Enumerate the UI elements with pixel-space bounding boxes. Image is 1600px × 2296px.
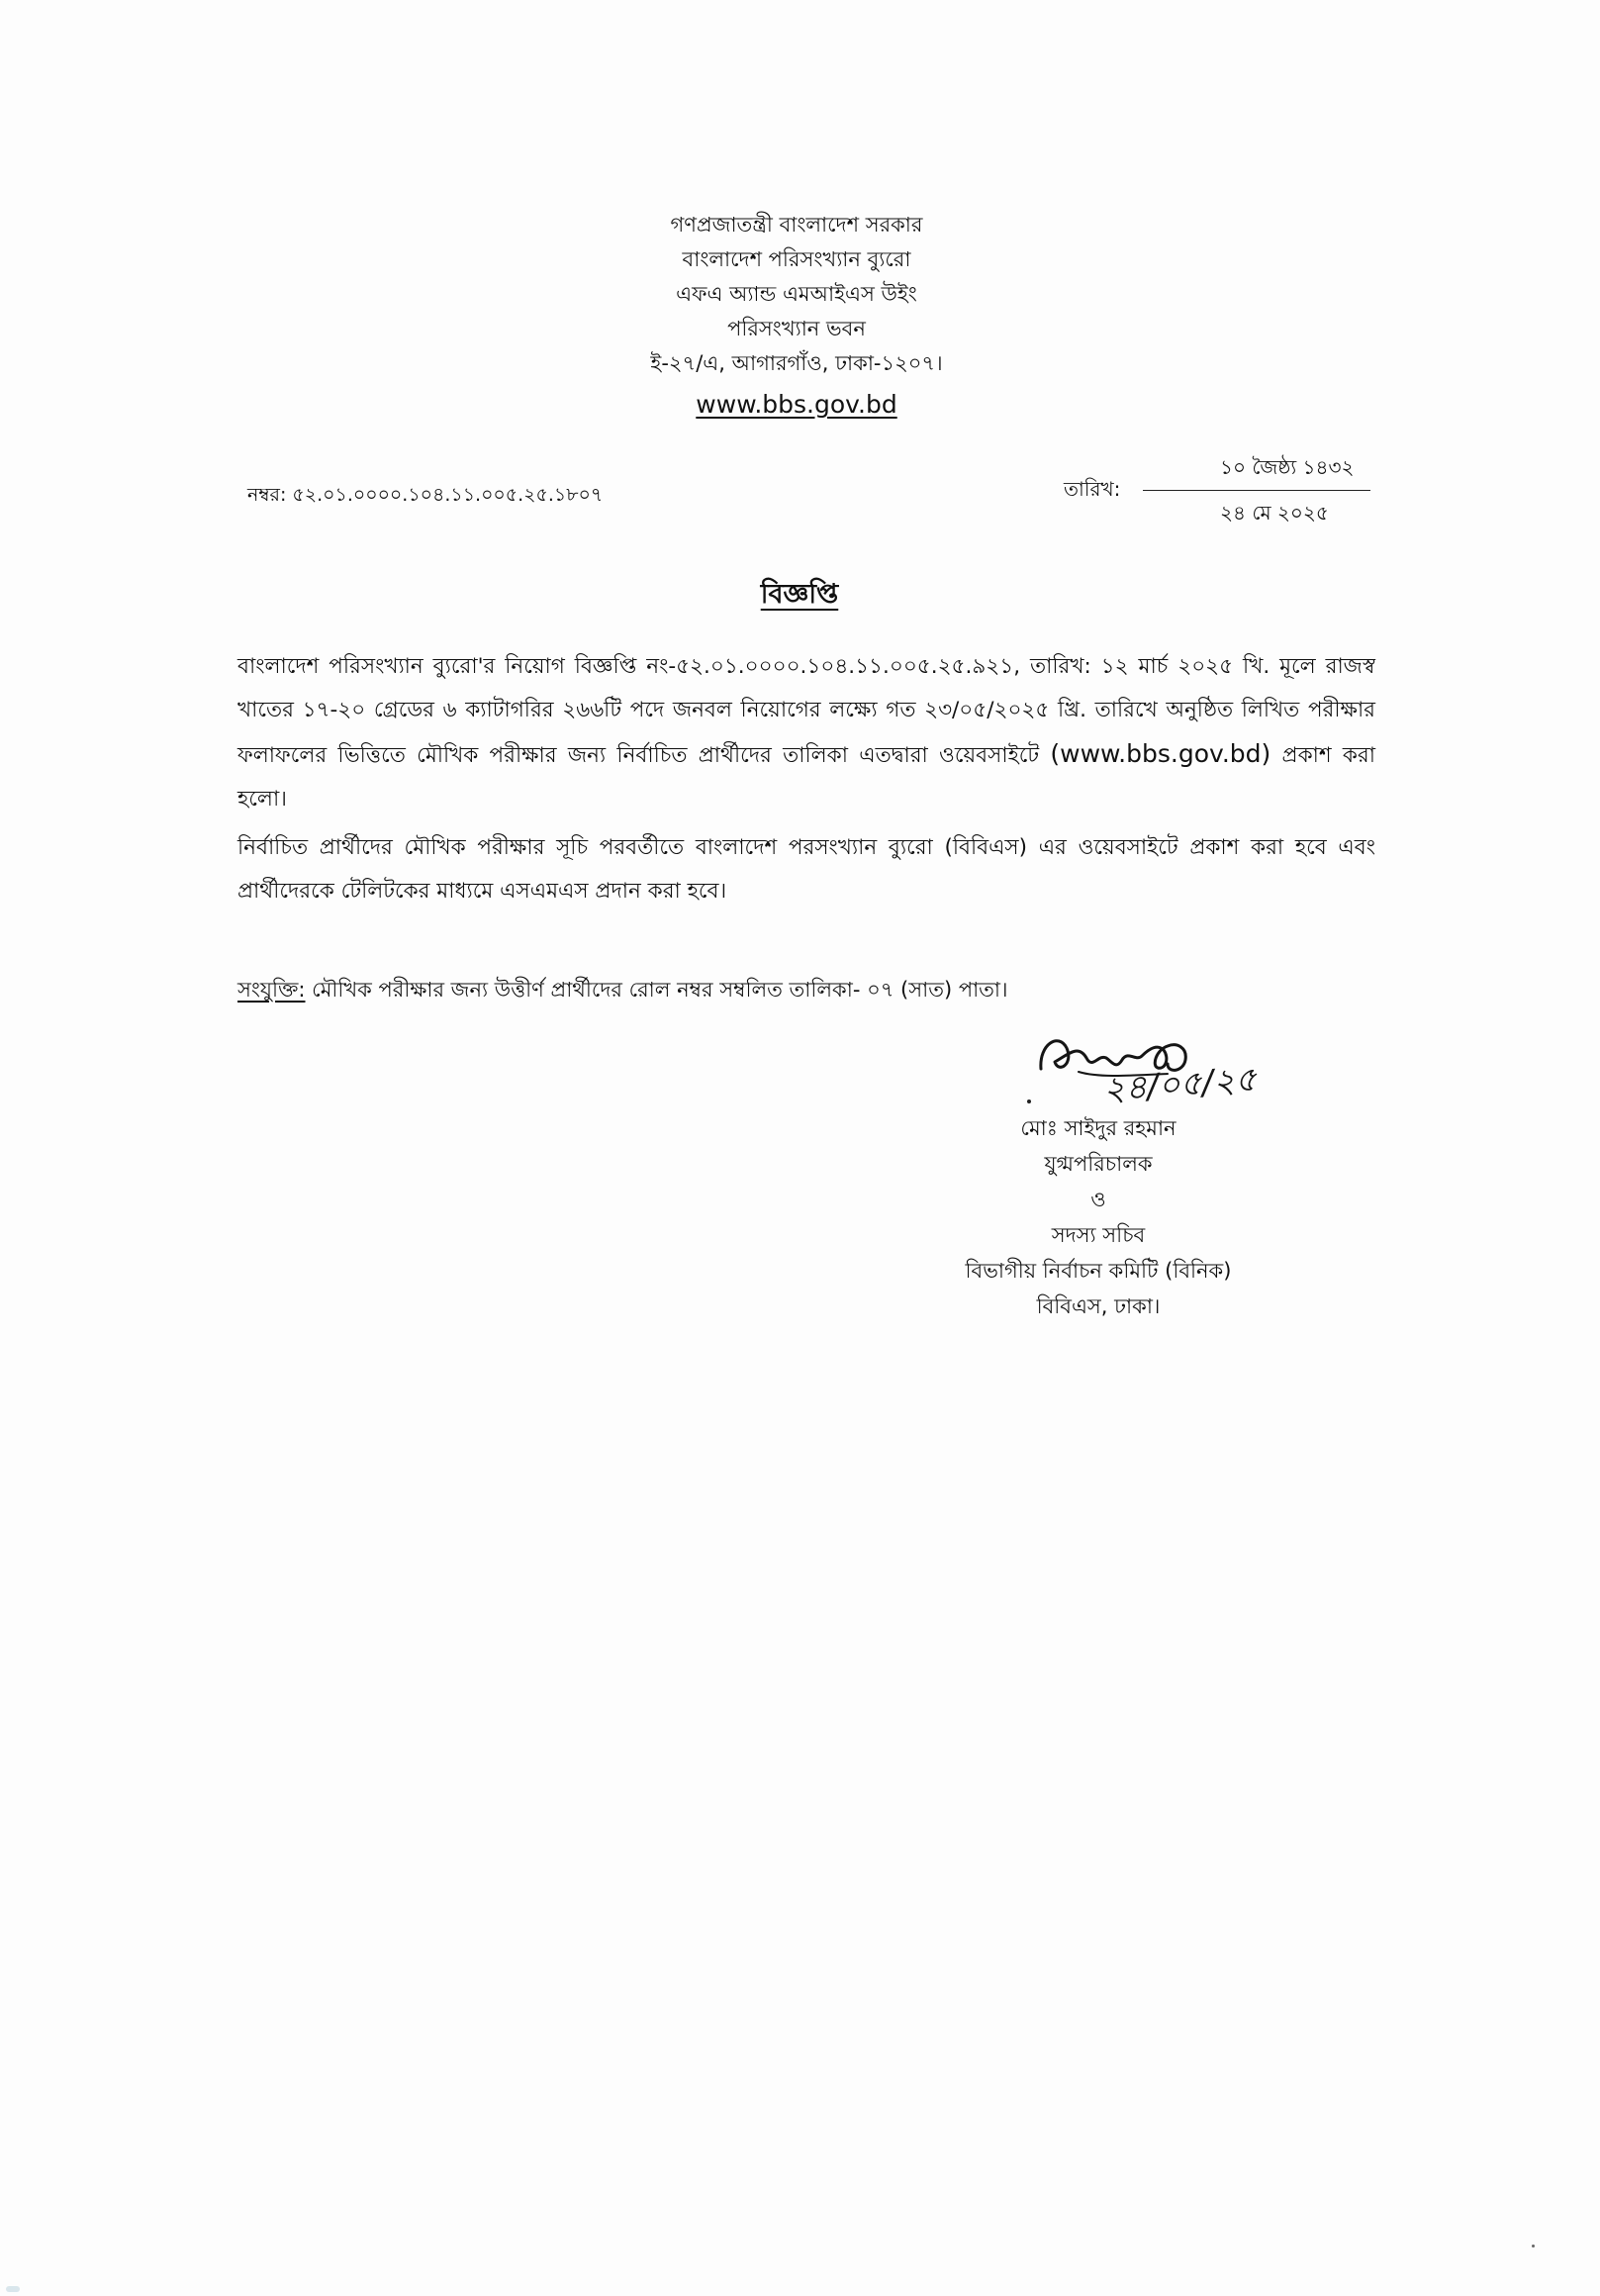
date-values xyxy=(1143,453,1370,531)
bureau-name: বাংলাদেশ পরিসংখ্যান ব্যুরো xyxy=(682,247,911,271)
scan-speck xyxy=(1532,2245,1535,2248)
signatory-conjunction: ও xyxy=(1090,1188,1106,1211)
paragraph-1-ending: প্রকাশ করা হলো। xyxy=(237,743,1375,812)
notice-paragraph-2: নির্বাচিত প্রার্থীদের মৌখিক পরীক্ষার সূচি পরবর্তীতে বাংলাদেশ পরসংখ্যান ব্যুরো (বিবিএস) এর ওয়েবসাইটে প্রকাশ করা হবে এবং প্রার্থীদেরকে টেলিটকের মাধ্যমে এসএমএস প্রদান করা হবে। xyxy=(237,835,1375,904)
website-link[interactable]: www.bbs.gov.bd xyxy=(696,390,897,419)
letterhead xyxy=(554,208,1039,424)
signatory-office: বিবিএস, ঢাকা। xyxy=(1036,1294,1161,1318)
notice-paragraph-1 xyxy=(237,645,1375,821)
date-english: ২৪ মে ২০২৫ xyxy=(1220,501,1329,525)
attachment-line xyxy=(237,974,1375,1008)
paragraph-1-website[interactable]: (www.bbs.gov.bd) xyxy=(1050,739,1271,768)
signature-date: ২৪/০৫/২৫ xyxy=(1101,1059,1259,1110)
date-block xyxy=(1064,453,1370,532)
building-name: পরিসংখ্যান ভবন xyxy=(727,317,866,340)
office-address: ই-২৭/এ, আগারগাঁও, ঢাকা-১২০৭। xyxy=(650,351,943,375)
date-bangla: ১০ জৈষ্ঠ্য ১৪৩২ xyxy=(1143,453,1370,491)
signatory-block xyxy=(910,1110,1286,1324)
signatory-designation: যুগ্মপরিচালক xyxy=(1044,1152,1153,1176)
scan-speck xyxy=(6,2286,20,2292)
paragraph-1-text: বাংলাদেশ পরিসংখ্যান ব্যুরো'র নিয়োগ বিজ্ঞপ্তি নং-৫২.০১.০০০০.১০৪.১১.০০৫.২৫.৯২১, তারিখ: ১২ মার্চ ২০২৫ খি. মূলে রাজস্ব খাতের ১৭-২০ গ্রেডের ৬ ক্যাটাগরির ২৬৬টি পদে জনবল নিয়োগের লক্ষ্যে গত ২৩/০৫/২০২৫ খ্রি. তারিখে অনুষ্ঠিত লিখিত পরীক্ষার ফলাফলের ভিত্তিতে মৌখিক পরীক্ষার জন্য নির্বাচিত প্রার্থীদের তালিকা এতদ্বারা ওয়েবসাইটে xyxy=(237,654,1375,768)
signatory-name: মোঃ সাইদুর রহমান xyxy=(1020,1116,1176,1140)
attachment-label: সংযুক্তি: xyxy=(237,978,306,1002)
attachment-text: মৌখিক পরীক্ষার জন্য উত্তীর্ণ প্রার্থীদের রোল নম্বর সম্বলিত তালিকা- ০৭ (সাত) পাতা। xyxy=(305,978,1008,1002)
wing-name: এফএ অ্যান্ড এমআইএস উইং xyxy=(676,282,917,306)
signatory-role: সদস্য সচিব xyxy=(1051,1223,1146,1247)
government-name: গণপ্রজাতন্ত্রী বাংলাদেশ সরকার xyxy=(670,213,923,237)
signatory-committee: বিভাগীয় নির্বাচন কমিটি (বিনিক) xyxy=(965,1259,1232,1283)
memo-number: নম্বর: ৫২.০১.০০০০.১০৪.১১.০০৫.২৫.১৮০৭ xyxy=(247,484,604,506)
date-label: তারিখ: xyxy=(1064,477,1121,501)
notice-title: বিজ্ঞপ্তি xyxy=(760,579,839,610)
